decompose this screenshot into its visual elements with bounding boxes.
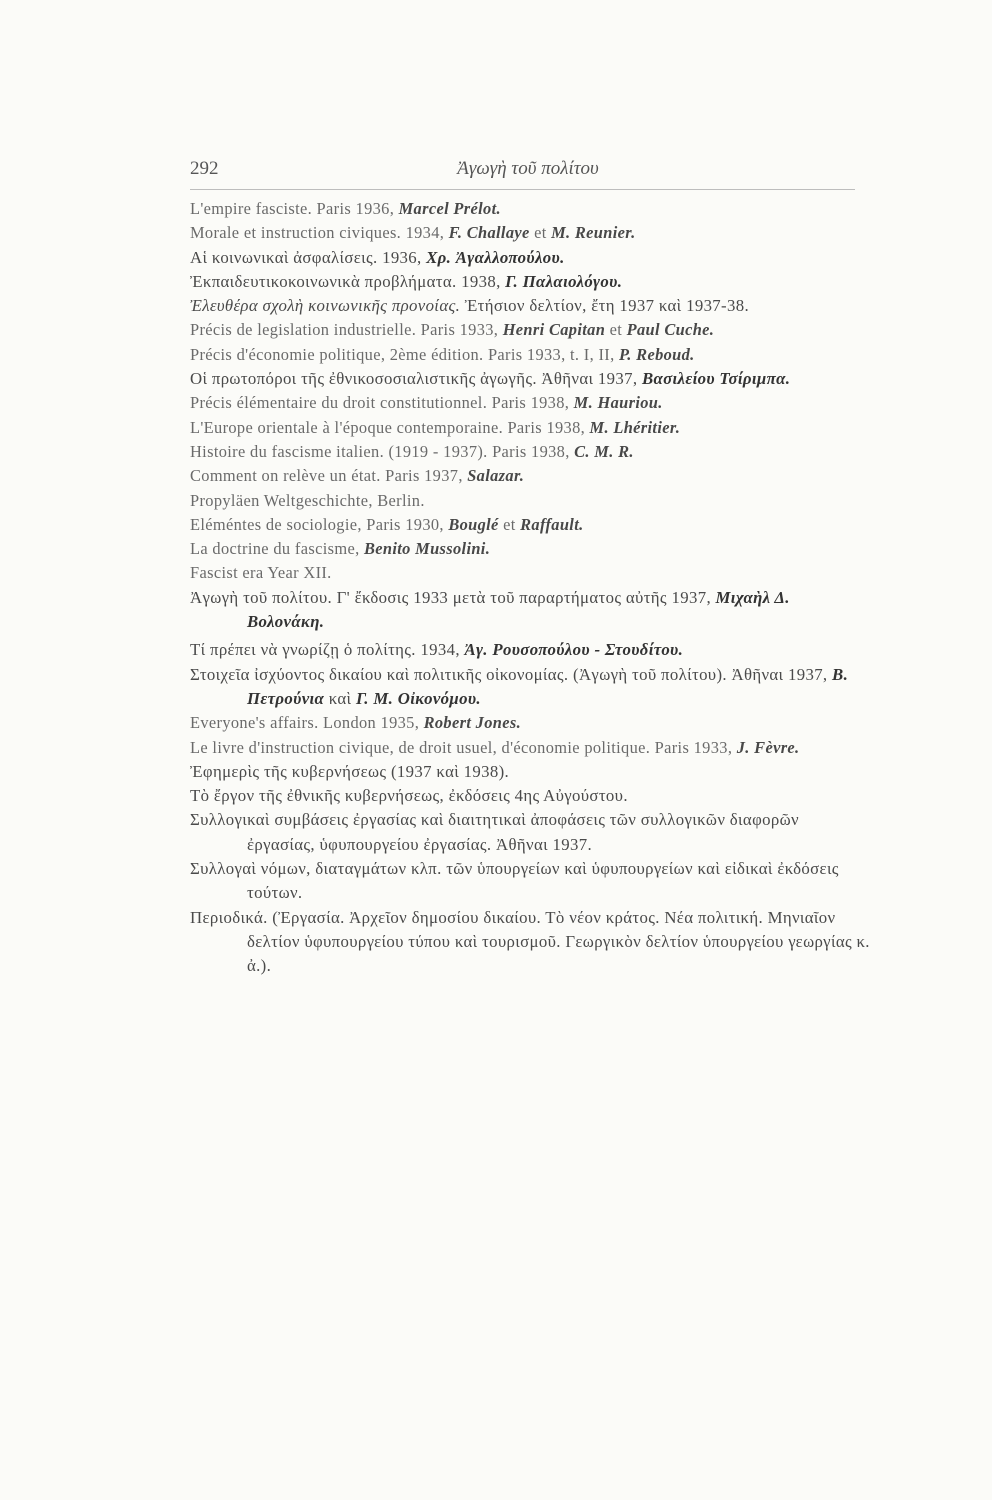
entry-text: Précis élémentaire du droit constitutionnel. Paris 1938, [190,393,574,413]
entry-text: Comment on relève un état. Paris 1937, [190,466,468,486]
entry-text: Précis d'économie politique, 2ème édition. Paris 1933, t. I, II, [190,344,620,364]
entry-author: M. Hauriou. [573,393,663,413]
entry-text: Τί πρέπει νὰ γνωρίζῃ ὁ πολίτης. 1934, [190,640,465,660]
entry-text-connector: et [498,514,521,534]
entry-text: Le livre d'instruction civique, de droit usuel, d'économie politique. Paris 1933, [190,737,737,757]
bibliography-entry [190,270,870,294]
entry-text: Οἱ πρωτοπόροι τῆς ἐθνικοσοσιαλιστικῆς ἀγωγῆς. Ἀθῆναι 1937, [190,369,642,389]
bibliography-entry [190,489,870,513]
entry-author-2: M. Reunier. [551,223,636,243]
entry-text: Συλλογικαὶ συμβάσεις ἐργασίας καὶ διαιτητικαὶ ἀποφάσεις τῶν συλλογικῶν διαφορῶν ἐργασίας, ὑφυπουργείου ἐργασίας. Ἀθῆναι 1937. [190,810,799,854]
page-header [190,158,866,186]
entry-author: Bouglé [448,514,499,534]
bibliography-entry [190,561,870,585]
bibliography-entry [190,906,870,979]
entry-author: Benito Mussolini. [363,539,491,559]
entry-author: Henri Capitan [502,320,606,340]
page-number: 292 [190,158,219,179]
bibliography-entry [190,711,870,735]
bibliography-entry [190,638,870,662]
entry-title: Ἐλευθέρα σχολὴ κοινωνικῆς προνοίας. [190,296,461,316]
entry-text: Précis de legislation industrielle. Paris 1933, [190,320,503,340]
entry-text: Αἱ κοινωνικαὶ ἀσφαλίσεις. 1936, [190,247,427,267]
entry-text: Στοιχεῖα ἰσχύοντος δικαίου καὶ πολιτικῆς οἰκονομίας. (Ἀγωγὴ τοῦ πολίτου). Ἀθῆναι 1937, [190,664,833,684]
bibliography-entry [190,586,870,635]
bibliography-entry [190,343,870,367]
bibliography-entry [190,221,870,245]
bibliography-entry [190,416,870,440]
entry-author: Βασιλείου Τσίριμπα. [641,369,791,389]
entry-text: La doctrine du fascisme, [190,539,364,559]
entry-author: J. Fèvre. [736,737,800,757]
bibliography-entry [190,294,870,318]
entry-author: M. Lhéritier. [589,417,681,437]
entry-text: Ἐκπαιδευτικοκοινωνικὰ προβλήματα. 1938, [190,271,506,291]
bibliography-entry [190,857,870,906]
bibliography-entry [190,736,870,760]
entry-author: Γ. Παλαιολόγου. [505,271,623,291]
bibliography-entry [190,391,870,415]
entry-author: P. Reboud. [619,344,695,364]
entry-author: C. M. R. [574,441,634,461]
entry-author: Β. Πετρούνια [247,664,849,708]
entry-author: Robert Jones. [423,713,522,733]
bibliography-entry [190,513,870,537]
entry-text-connector: καὶ [324,688,356,708]
entry-text: Τὸ ἔργον τῆς ἐθνικῆς κυβερνήσεως, ἐκδόσεις 4ης Αὐγούστου. [190,786,628,806]
bibliography-entry [190,760,870,784]
bibliography-entry [190,440,870,464]
bibliography-entry [190,367,870,391]
bibliography-entry [190,808,870,857]
entry-text: Morale et instruction civiques. 1934, [190,223,449,243]
entry-text: Propyläen Weltgeschichte, Berlin. [190,490,425,510]
entry-author: Μιχαὴλ Δ. Βολονάκη. [247,587,790,632]
bibliography-entry [190,537,870,561]
entry-text: Ἐφημερὶς τῆς κυβερνήσεως (1937 καὶ 1938). [190,761,510,781]
entry-text: L'empire fasciste. Paris 1936, [190,199,399,218]
entry-author: Salazar. [467,466,525,486]
entry-author: Marcel Prélot. [398,199,501,218]
bibliography-entry [190,663,870,712]
entry-author: Χρ. Ἀγαλλοπούλου. [426,247,565,267]
entry-text: Ἐτήσιον δελτίον, ἔτη 1937 καὶ 1937-38. [460,296,750,316]
running-title: Ἀγωγὴ τοῦ πολίτου [457,158,599,179]
bibliography-entry [190,197,870,221]
bibliography-entry [190,318,870,342]
entry-text: Περιοδικά. (Ἐργασία. Ἀρχεῖον δημοσίου δικαίου. Τὸ νέον κράτος. Νέα πολιτική. Μηνιαῖον δελτίον ὑφυπουργείου τύπου καὶ τουρισμοῦ. Γεωργικὸν δελτίον ὑπουργείου γεωργίας κ. ἀ.). [190,907,870,976]
entry-author-2: Raffault. [520,514,584,534]
bibliography-list [190,197,870,979]
entry-text-connector: et [605,320,627,340]
entry-author: F. Challaye [448,223,530,243]
entry-text: Ἀγωγὴ τοῦ πολίτου. Γ' ἔκδοσις 1933 μετὰ τοῦ παραρτήματος αὐτῆς 1937, [190,587,716,607]
entry-author-2: Γ. Μ. Οἰκονόμου. [355,688,481,708]
entry-text-connector: et [529,223,552,243]
entry-text: Eléméntes de sociologie, Paris 1930, [190,514,449,534]
bibliography-entry [190,464,870,488]
entry-author-2: Paul Cuche. [626,320,715,340]
entry-text: L'Europe orientale à l'époque contemporaine. Paris 1938, [190,417,590,437]
entry-text: Fascist era Year XII. [190,563,332,583]
bibliography-entry [190,246,870,270]
entry-author: Ἀγ. Ρουσοπούλου - Στουδίτου. [464,640,684,660]
entry-text: Everyone's affairs. London 1935, [190,713,424,733]
entry-text: Συλλογαὶ νόμων, διαταγμάτων κλπ. τῶν ὑπουργείων καὶ ὑφυπουργείων καὶ εἰδικαὶ ἐκδόσεις τούτων. [190,859,839,903]
entry-text: Histoire du fascisme italien. (1919 - 1937). Paris 1938, [190,441,575,461]
bibliography-entry [190,784,870,808]
header-rule [190,189,855,190]
